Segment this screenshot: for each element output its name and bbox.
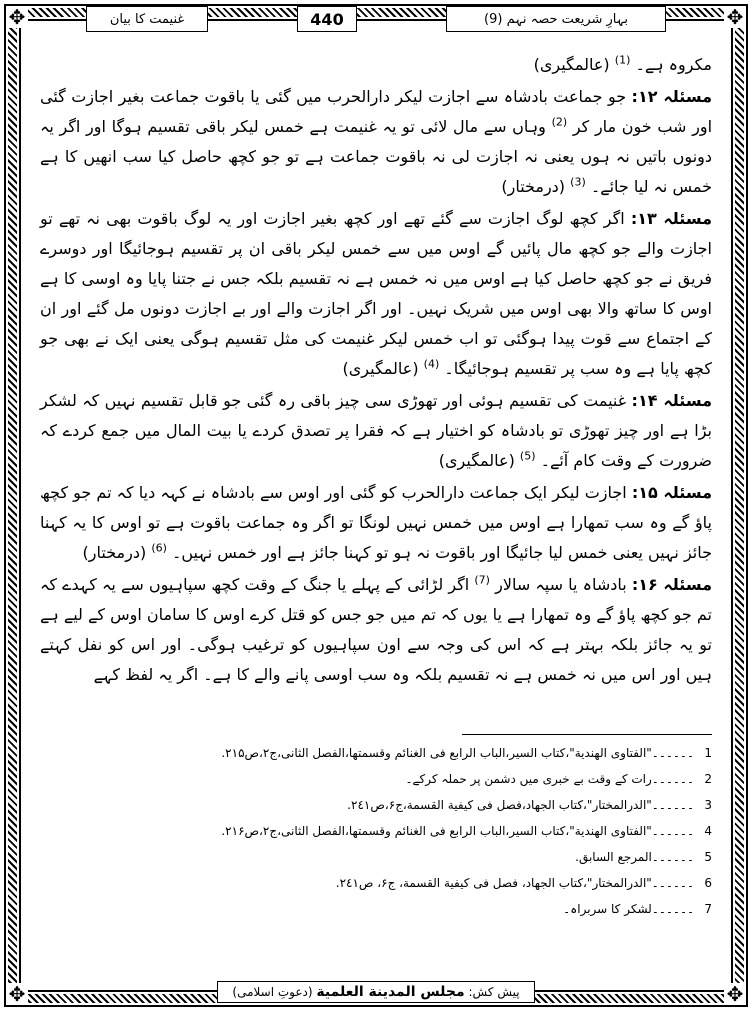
source-citation: (درمختار) [82,543,147,562]
masala-label: مسئلہ ۱۶: [631,575,713,594]
footnote [40,740,712,766]
page-body [40,50,712,692]
footnote-ref[interactable]: (6) [151,541,167,555]
page-header [86,4,666,34]
masala-text: اگر کچھ لوگ اجازت سے گئے تھے اور کچھ بغیر اجازت اور یہ لوگ باقوت بھی نہ تھے تو اجازت والے جو کچھ مال پائیں گے اوس میں سے خمس لیکر باقی ان پر تقسیم ہوجائیگا اور دوسرے فریق نے جو کچھ حاصل کیا ہے اوس میں نہ خمس ہے نہ تقسیم بلکہ جس نے جتنا پایا وہ اوسی کا ہے اوس کا ساتھ والا بھی اوس میں شریک نہیں۔ اور اگر اجازت والے اور بے اجازت دونوں مل گئے اور ان کے اجتماع سے قوت پیدا ہوگئی تو اب خمس لیکر غنیمت کی مثل تقسیم ہوگی یعنی ایک نے بھی جو کچھ پایا ہے وہ سب پر تقسیم ہوجائیگا۔ [40,209,712,378]
footnote-ref[interactable]: (4) [423,357,440,371]
masala-12 [40,82,712,202]
footnote-number: 3 [704,798,712,812]
footnote-number: 1 [704,746,712,760]
page-footer [0,979,752,1005]
footnote-text: ۔۔۔۔۔۔"الفتاوی الهندیة"،كتاب السیر،الباب الرابع فی الغنائم وقسمتها،الفصل الثانی،ج۲،ص۲۱۵. [221,746,694,760]
footnote-number: 6 [704,876,712,890]
footnote-text: ۔۔۔۔۔۔"الفتاوی الهندیة"،كتاب السیر،الباب الرابع فی الغنائم وقسمتها،الفصل الثانی،ج۲،ص۲۱۶. [221,824,694,838]
footnote [40,766,712,792]
footnote-text: ۔۔۔۔۔۔رات کے وقت بے خبری میں دشمن پر حملہ کرکے۔ [405,772,694,786]
masala-text: جو جماعت بادشاہ سے اجازت لیکر دارالحرب میں گئی یا باقوت جماعت بغیر اجازت گئی اور شب خون مار کر [40,87,713,136]
masala-label: مسئلہ ۱۲: [631,87,713,106]
footnote-number: 2 [704,772,712,786]
masala-text: وہاں سے مال لائی تو یہ غنیمت ہے خمس لیکر باقی تقسیم ہوگا اور اگر یہ دونوں باتیں نہ ہوں یعنی نہ اجازت لی نہ باقوت جماعت ہے تو جو کچھ حاصل کیا سب انھیں کا ہے خمس نہ لیا جائے۔ [40,117,712,196]
footnote [40,792,712,818]
masala-label: مسئلہ ۱۵: [631,483,713,502]
corner-ornament-icon: ✥ [724,6,746,28]
source-citation: (عالمگیری) [533,55,610,74]
masala-text: بادشاہ یا سپہ سالار [495,575,627,594]
footnote-number: 5 [704,850,712,864]
masala-text: اجازت لیکر ایک جماعت دارالحرب کو گئی اور اوس سے بادشاہ نے کہہ دیا کہ تم جو کچھ پاؤ گے وہ سب تمھارا ہے اوس میں خمس نہیں لونگا تو اگر وہ جماعت باقوت ہے تو اوس کا یہ کہنا جائز نہیں یعنی خمس لیا جائیگا اور باقوت نہ ہو تو کہنا جائز ہے اور خمس نہیں۔ [40,483,712,562]
corner-ornament-icon: ✥ [6,6,28,28]
footnotes [40,740,712,922]
source-citation: (عالمگیری) [438,451,515,470]
masala-15 [40,478,712,568]
footnote-text: ۔۔۔۔۔۔"الدرالمختار"،كتاب الجهاد،فصل فی كيفية القسمة،ج۶،ص۲٤۱. [347,798,694,812]
footnote-text: ۔۔۔۔۔۔"الدرالمختار"،كتاب الجهاد، فصل فی كيفية القسمة، ج۶، ص۲٤۱. [335,876,694,890]
footer-prefix: پیش کش: [468,985,520,999]
source-citation: (عالمگیری) [342,359,419,378]
book-title: بہارِ شریعت حصہ نہم (9) [446,6,666,32]
footnote-number: 4 [704,824,712,838]
masala-label: مسئلہ ۱۴: [631,391,713,410]
footnote [40,844,712,870]
masala-text: اگر لڑائی کے پہلے یا جنگ کے وقت کچھ سپاہیوں سے یہ کہدے کہ تم جو کچھ پاؤ گے وہ تمھارا ہے یا یوں کہ تم میں جو جس کو قتل کرے اوس کا سامان اوس کے لیے ہے تو یہ جائز بلکہ بہتر ہے کہ اس کی وجہ سے اون سپاہیوں کو ترغیب ہوگی۔ اور اس کو نفل کہتے ہیں اور اس میں نہ خمس ہے نہ تقسیم بلکہ وہ سب اوسی پانے والے کا ہے۔ اگر یہ لفظ کہے [40,575,712,684]
intro-paragraph [40,50,712,80]
footnote-ref[interactable]: (3) [570,175,586,189]
footnote-ref[interactable]: (7) [474,573,490,587]
masala-label: مسئلہ ۱۳: [630,209,713,228]
masala-16 [40,570,712,690]
footnote-ref[interactable]: (1) [614,53,631,67]
footnote-ref[interactable]: (5) [519,449,536,463]
section-title: غنیمت کا بیان [86,6,208,32]
corner-ornament-icon: ✥ [724,983,746,1005]
masala-14 [40,386,712,476]
footnote [40,818,712,844]
publisher-name: مجلس المدينة العلمية [316,984,465,1000]
intro-text: مکروہ ہے۔ [635,55,712,74]
footnote [40,896,712,922]
footnote-divider [462,734,712,735]
footnote-text: ۔۔۔۔۔۔المرجع السابق. [575,850,694,864]
corner-ornament-icon: ✥ [6,983,28,1005]
source-citation: (درمختار) [501,177,566,196]
footnote-text: ۔۔۔۔۔۔لشکر کا سربراہ۔ [563,902,694,916]
organization-name: (دعوتِ اسلامی) [232,985,313,999]
footnote-ref[interactable]: (2) [551,115,568,129]
footnote [40,870,712,896]
footnote-number: 7 [704,902,712,916]
page-number: 440 [297,6,357,32]
publisher-box [217,981,534,1003]
masala-13 [40,204,712,384]
masala-text: غنیمت کی تقسیم ہوئی اور تھوڑی سی چیز باقی رہ گئی جو قابل تقسیم نہیں کہ لشکر بڑا ہے اور چیز تھوڑی تو بادشاہ کو اختیار ہے کہ فقرا پر تصدق کردے یا بیت المال میں جمع کردے کہ ضرورت کے وقت کام آئے۔ [40,391,712,470]
